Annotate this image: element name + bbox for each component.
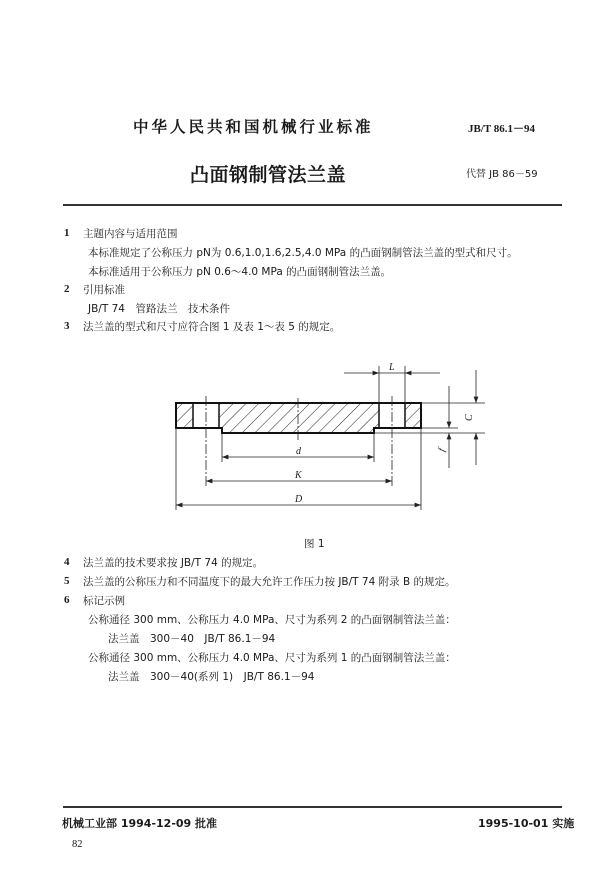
section-2-number: 2 — [64, 283, 70, 295]
section-2-heading: 引用标准 — [83, 284, 125, 296]
label-K: K — [295, 470, 302, 481]
section-1-line-2: 本标准适用于公称压力 pN 0.6～4.0 MPa 的凸面钢制管法兰盖。 — [88, 266, 392, 278]
label-d: d — [296, 446, 301, 457]
section-5-heading: 法兰盖的公称压力和不同温度下的最大允许工作压力按 JB/T 74 附录 B 的规定。 — [83, 576, 456, 588]
section-1-number: 1 — [64, 227, 70, 239]
implementation-date: 1995-10-01 实施 — [478, 817, 575, 830]
label-f: f — [436, 447, 448, 453]
section-2-line-1: JB/T 74 管路法兰 技术条件 — [88, 303, 230, 315]
section-5-number: 5 — [64, 575, 70, 587]
label-D: D — [295, 494, 303, 505]
figure-caption: 图 1 — [304, 538, 325, 550]
marking-example-1-desc: 公称通径 300 mm、公称压力 4.0 MPa、尺寸为系列 2 的凸面钢制管法兰盖： — [88, 614, 456, 626]
section-3-number: 3 — [64, 320, 70, 332]
footer-divider — [63, 806, 562, 808]
header-divider — [63, 204, 562, 206]
page-number: 82 — [72, 839, 83, 850]
standard-number: JB/T 86.1－94 — [468, 123, 536, 135]
section-4-heading: 法兰盖的技术要求按 JB/T 74 的规定。 — [83, 557, 264, 569]
flange-cover-diagram — [0, 350, 600, 530]
marking-example-2-desc: 公称通径 300 mm、公称压力 4.0 MPa、尺寸为系列 1 的凸面钢制管法兰盖： — [88, 652, 456, 664]
section-1-heading: 主题内容与适用范围 — [83, 228, 178, 240]
organization-title: 中华人民共和国机械行业标准 — [133, 118, 374, 136]
replaces-note: 代替 JB 86－59 — [466, 169, 538, 180]
section-6-heading: 标记示例 — [83, 595, 125, 607]
marking-example-2-code: 法兰盖 300－40(系列 1) JB/T 86.1－94 — [108, 671, 315, 683]
label-L: L — [389, 362, 395, 373]
section-1-line-1: 本标准规定了公称压力 pN为 0.6,1.0,1.6,2.5,4.0 MPa 的凸面钢制管法兰盖的型式和尺寸。 — [88, 247, 518, 259]
section-4-number: 4 — [64, 556, 70, 568]
approval-note: 机械工业部 1994-12-09 批准 — [62, 817, 218, 830]
document-title: 凸面钢制管法兰盖 — [190, 164, 347, 186]
label-C: C — [464, 414, 475, 421]
marking-example-1-code: 法兰盖 300－40 JB/T 86.1－94 — [108, 633, 276, 645]
section-6-number: 6 — [64, 594, 70, 606]
section-3-heading: 法兰盖的型式和尺寸应符合图 1 及表 1～表 5 的规定。 — [83, 321, 341, 333]
